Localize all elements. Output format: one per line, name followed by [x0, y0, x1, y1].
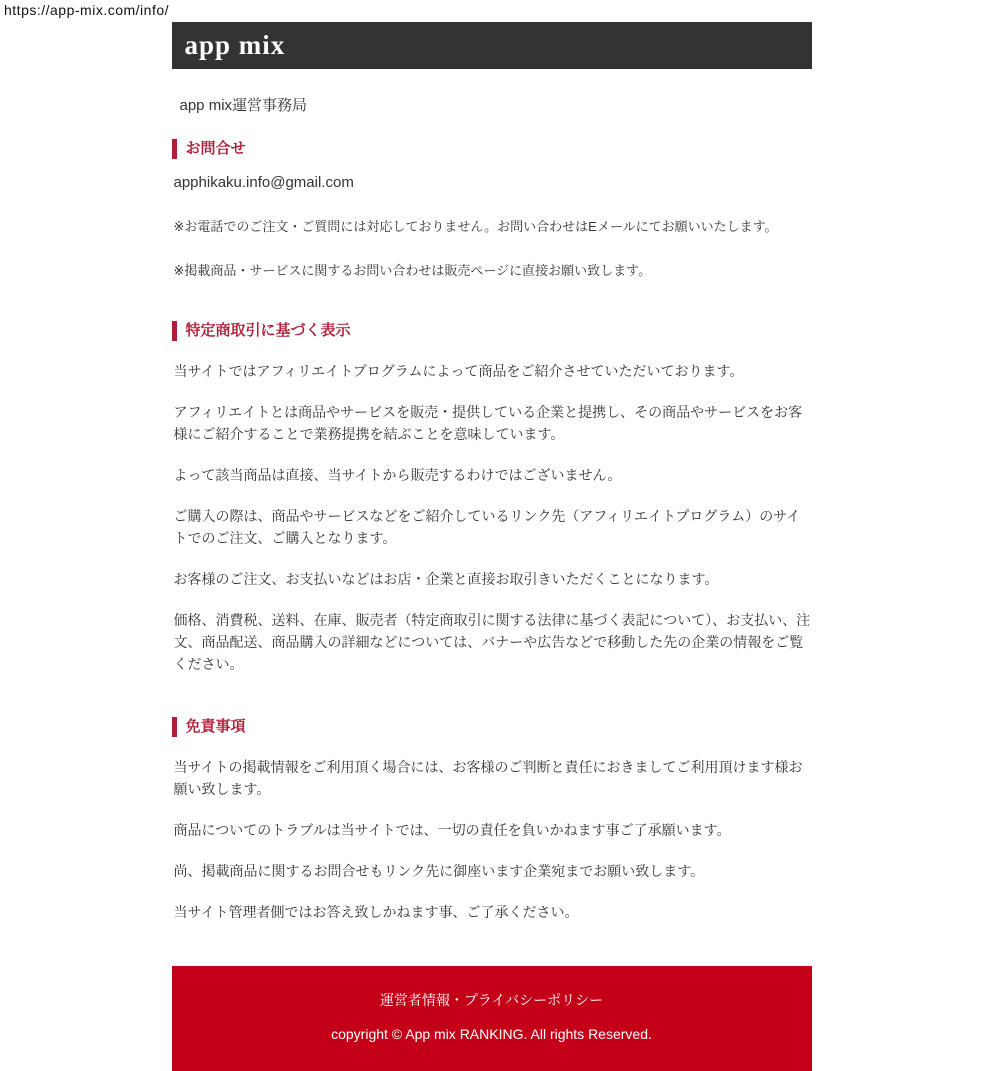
- legal-paragraph: お客様のご注文、お支払いなどはお店・企業と直接お取引きいただくことになります。: [173, 571, 719, 587]
- footer-copyright: copyright © App mix RANKING. All rights Reserved.: [331, 1026, 652, 1042]
- disclaimer-paragraph: 当サイト管理者側ではお答え致しかねます事、ご了承ください。: [173, 904, 579, 920]
- legal-paragraph: アフィリエイトとは商品やサービスを販売・提供している企業と提携し、その商品やサービスをお客様にご紹介することで業務提携を結ぶことを意味しています。: [173, 404, 803, 442]
- footer-privacy-link[interactable]: 運営者情報・プライバシーポリシー: [379, 992, 604, 1008]
- disclaimer-heading: 免責事項: [172, 717, 812, 737]
- disclaimer-section: [172, 717, 812, 923]
- site-title: app mix: [184, 30, 286, 60]
- contact-section: [172, 139, 812, 279]
- legal-heading: 特定商取引に基づく表示: [172, 321, 812, 341]
- site-operator-label: app mix運営事務局: [179, 97, 308, 114]
- legal-paragraph: 価格、消費税、送料、在庫、販売者（特定商取引に関する法律に基づく表記について）、お支払い、注文、商品配送、商品購入の詳細などについては、バナーや広告などで移動した先の企業の情報をご覧ください。: [173, 612, 811, 672]
- legal-paragraph: 当サイトではアフィリエイトプログラムによって商品をご紹介させていただいております。: [173, 363, 744, 379]
- contact-note: ※掲載商品・サービスに関するお問い合わせは販売ページに直接お願い致します。: [173, 263, 652, 278]
- legal-paragraph: ご購入の際は、商品やサービスなどをご紹介しているリンク先（アフィリエイトプログラム）のサイトでのご注文、ご購入となります。: [173, 508, 801, 546]
- contact-note: ※お電話でのご注文・ご質問には対応しておりません。お問い合わせはEメールにてお願いいたします。: [173, 219, 778, 234]
- site-header: [172, 22, 812, 69]
- contact-email: apphikaku.info@gmail.com: [173, 174, 354, 191]
- disclaimer-paragraph: 尚、掲載商品に関するお問合せもリンク先に御座います企業宛までお願い致します。: [173, 863, 705, 879]
- site-footer: [172, 966, 812, 1071]
- legal-paragraph: よって該当商品は直接、当サイトから販売するわけではございません。: [173, 467, 622, 483]
- disclaimer-paragraph: 商品についてのトラブルは当サイトでは、一切の責任を負いかねます事ご了承願います。: [173, 822, 731, 838]
- page-container: [172, 0, 812, 1071]
- disclaimer-paragraph: 当サイトの掲載情報をご利用頂く場合には、お客様のご判断と責任におきましてご利用頂けます様お願い致します。: [173, 759, 803, 797]
- page-url: https://app-mix.com/info/: [4, 2, 170, 18]
- legal-section: [172, 321, 812, 675]
- contact-heading: お問合せ: [172, 139, 812, 159]
